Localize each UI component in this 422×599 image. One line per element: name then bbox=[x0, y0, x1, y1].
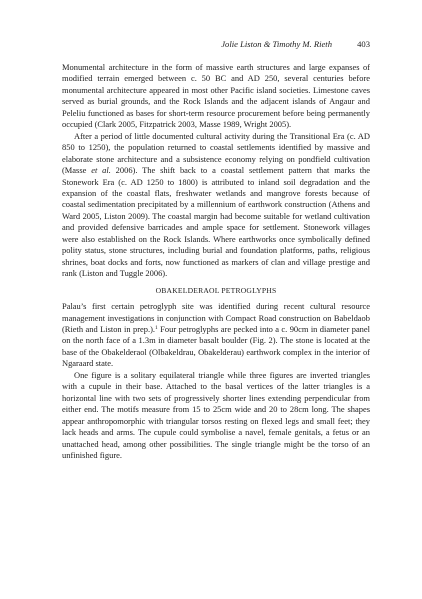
body-text bbox=[62, 62, 370, 461]
paragraph-text: 2006). The shift back to a coastal settlement pattern that marks the Stonework Era (c. AD 1250 to 1800) is attributed to inland soil degradation and the expansion of the coastal flats, freshwater wetlands and mangrove forests because of coastal sedimentation precipitated by a millennium of earthwork construction (Athens and Ward 2005, Liston 2009). The coastal margin had become suitable for wetland cultivation and provided defensive barricades and ample space for settlement. Stonework villages were also established on the Rock Islands. Where earthworks once symbolically defined polity status, stone structures, including burial and foundation platforms, paths, religious shrines, boat docks and forts, now functioned as markers of clan and village prestige and rank (Liston and Tuggle 2006). bbox=[62, 165, 371, 279]
section-heading: OBAKELDERAOL PETROGLYPHS bbox=[155, 285, 277, 295]
running-head-authors: Jolie Liston & Timothy M. Rieth bbox=[221, 39, 332, 49]
paragraph bbox=[62, 370, 370, 462]
page-number: 403 bbox=[357, 39, 370, 49]
running-head bbox=[62, 38, 370, 50]
paragraph-text: After a period of little documented cultural activity during the Transitional Era (c. AD 850 to 1250), the population returned to coastal settlements identified by massive and elaborate stone architecture and a subsistence economy relying on pondfield cultivation (Masse bbox=[62, 130, 370, 176]
footnote-marker: 1 bbox=[155, 324, 158, 331]
paragraph bbox=[62, 62, 370, 131]
paragraph-text: One figure is a solitary equilateral triangle while three figures are inverted triangles with a cupule in their base. Attached to the basal vertices of the latter triangles is a horizontal line with two sets of progressively shorter lines extending perpendicular from either end. The motifs measure from 15 to 25cm wide and 20 to 28cm long. The shapes appear anthropomorphic with triangular torsos resting on flexed legs and small feet; they lack heads and arms. The cupule could symbolise a navel, female genitals, a fetus or an unattached head, among other possibilities. The single triangle might be the torso of an unfinished figure. bbox=[62, 369, 370, 460]
paragraph bbox=[62, 301, 370, 370]
paragraph-text: Monumental architecture in the form of massive earth structures and large expanses of modified terrain emerged between c. 50 BC and AD 250, several centuries before monumental architecture appeared in most other Pacific island societies. Limestone caves served as burial grounds, and the Rock Islands and the adjacent islands of Angaur and Peleliu functioned as bases for short-term resource procurement before being permanently occupied (Clark 2005, Fitzpatrick 2003, Masse 1989, Wright 2005). bbox=[62, 62, 370, 130]
paragraph-text: Palau’s first certain petroglyph site was identified during recent cultural resource management investigations in conjunction with Compact Road construction on Babeldaob (Rieth and Liston in prep.). bbox=[62, 301, 370, 334]
paragraph-text: Four petroglyphs are pecked into a c. 90cm in diameter panel on the north face of a 1.3m in diameter basalt boulder (Fig. 2). The stone is located at the base of the Obakelderaol (Olbakeldrau, Obakelderau) earthwork complex in the interior of Ngaraard state. bbox=[62, 323, 370, 369]
italic-text: et al. bbox=[91, 165, 111, 176]
paragraph bbox=[62, 131, 370, 280]
